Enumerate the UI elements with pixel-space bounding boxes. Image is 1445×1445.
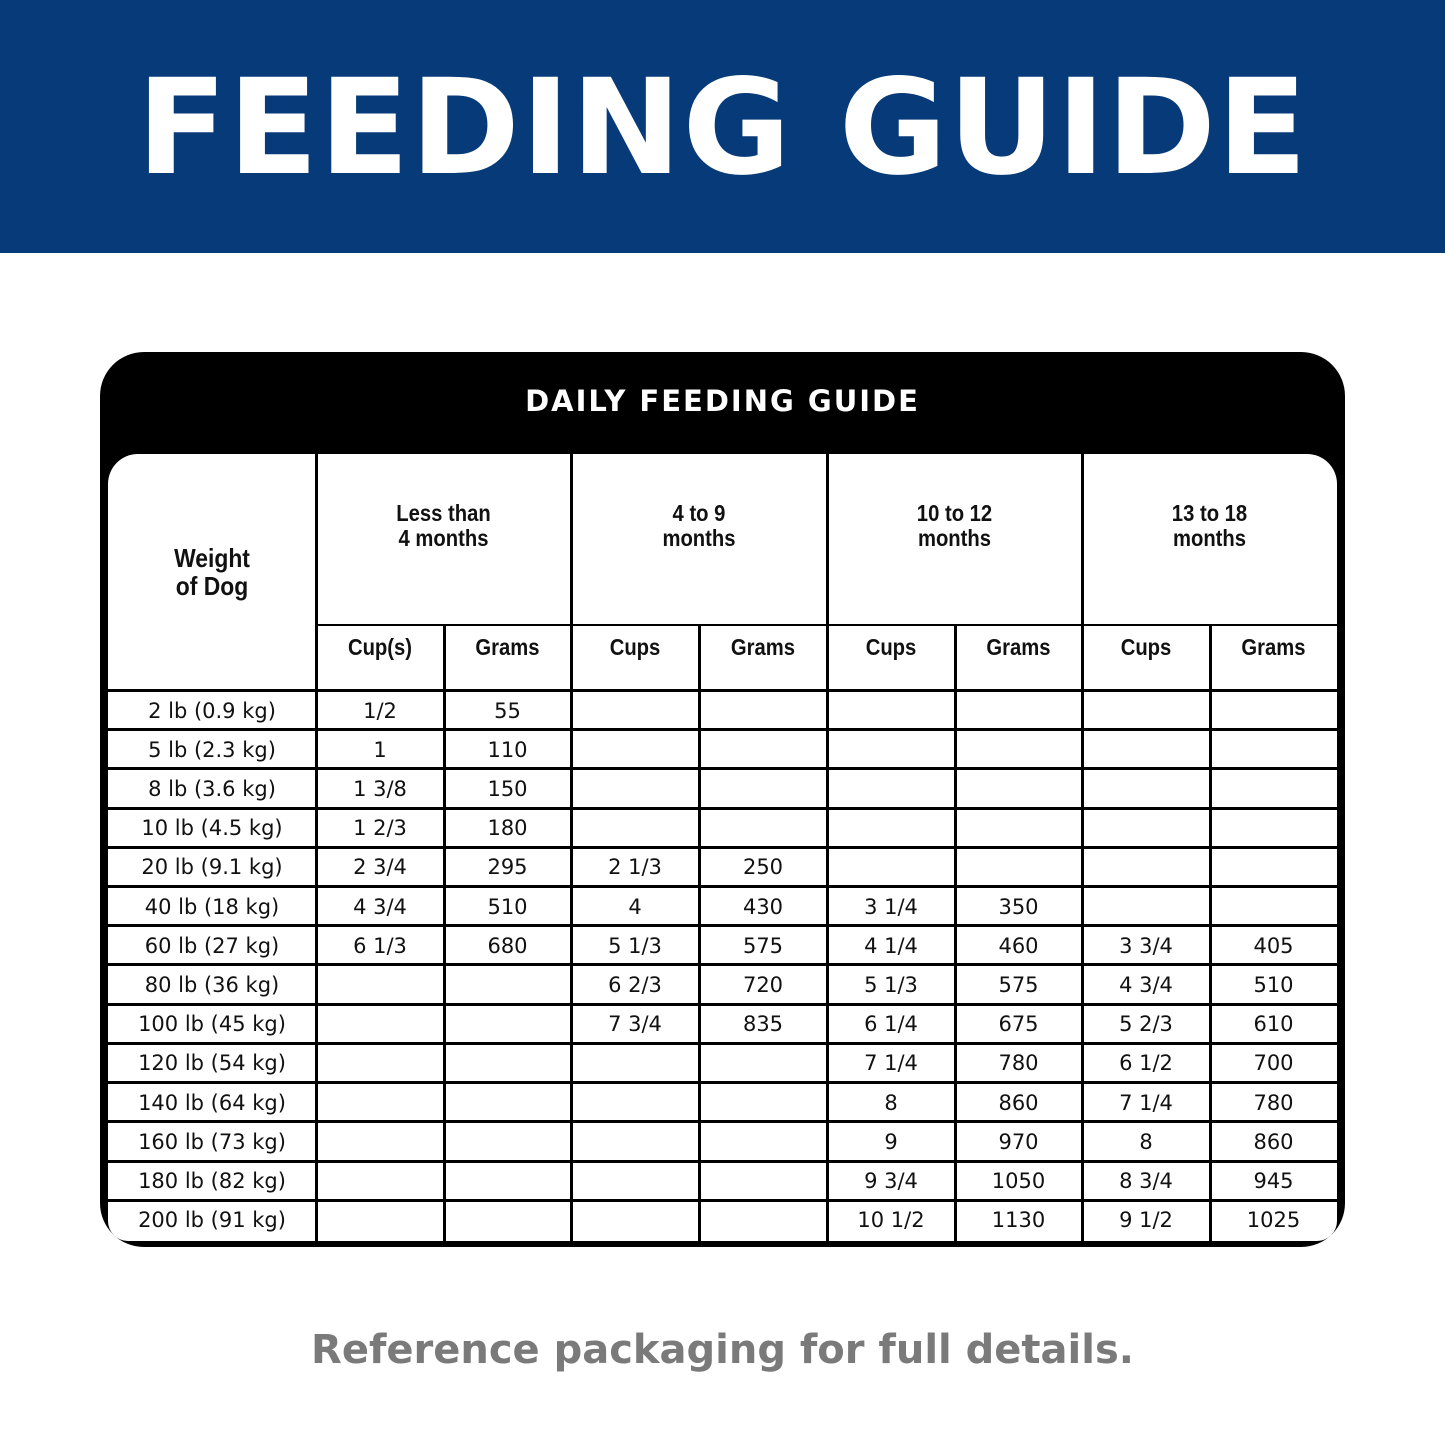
weight-cell: 20 lb (9.1 kg) [141, 855, 283, 880]
table-title: DAILY FEEDING GUIDE [525, 384, 920, 418]
table-cell: 350 [998, 894, 1039, 919]
table-cell: 1050 [991, 1169, 1046, 1194]
age-group-header: 4 to 9 months [662, 499, 736, 551]
table-cell [1082, 769, 1210, 808]
grid-line [108, 1160, 1337, 1163]
table-cell [699, 769, 827, 808]
table-cell [571, 691, 699, 730]
table-cell: 835 [742, 1012, 784, 1037]
table-cell: 2 3/4 [353, 855, 407, 880]
unit-column-header: Grams [1241, 634, 1306, 660]
table-cell: 860 [998, 1090, 1039, 1115]
grid-line [826, 454, 829, 1241]
table-cell: 970 [998, 1129, 1039, 1154]
weight-cell: 10 lb (4.5 kg) [141, 816, 283, 841]
table-cell: 4 3/4 [353, 894, 407, 919]
weight-cell: 200 lb (91 kg) [138, 1208, 286, 1233]
table-cell: 460 [998, 933, 1039, 958]
table-cell: 575 [742, 933, 784, 958]
grid-line [108, 689, 1337, 692]
unit-column-header: Grams [730, 634, 796, 660]
table-cell: 3 1/4 [864, 894, 918, 919]
weight-cell: 60 lb (27 kg) [144, 933, 280, 958]
table-cell [444, 1044, 571, 1083]
table-cell: 1/2 [363, 698, 397, 723]
table-cell [444, 1005, 571, 1044]
table-cell [827, 809, 955, 848]
grid-line [108, 885, 1337, 888]
table-cell: 430 [742, 894, 784, 919]
table-cell: 675 [998, 1012, 1039, 1037]
table-cell [1210, 769, 1337, 808]
table-cell: 110 [487, 737, 528, 762]
page-title: FEEDING GUIDE [136, 50, 1309, 205]
table-cell: 3 3/4 [1119, 933, 1173, 958]
weight-cell: 80 lb (36 kg) [144, 973, 280, 998]
table-cell [571, 809, 699, 848]
grid-line [570, 454, 573, 1241]
table-cell [316, 1122, 444, 1161]
table-cell [955, 769, 1082, 808]
table-cell [1210, 691, 1337, 730]
table-cell: 2 1/3 [608, 855, 662, 880]
grid-line [108, 807, 1337, 810]
weight-cell: 140 lb (64 kg) [138, 1090, 286, 1115]
table-cell [316, 965, 444, 1004]
table-cell [571, 769, 699, 808]
grid-line [108, 1081, 1337, 1084]
table-cell [444, 1162, 571, 1201]
table-cell [1210, 809, 1337, 848]
table-cell [444, 1122, 571, 1161]
table-cell: 575 [998, 973, 1039, 998]
unit-column-header: Cup(s) [347, 634, 413, 660]
table-cell [316, 1005, 444, 1044]
unit-column-header: Cups [1120, 634, 1172, 660]
table-cell: 8 3/4 [1119, 1169, 1173, 1194]
table-cell: 510 [1253, 973, 1294, 998]
table-cell [699, 1201, 827, 1240]
table-cell: 250 [742, 855, 784, 880]
table-cell: 1 2/3 [353, 816, 407, 841]
table-cell: 5 1/3 [864, 973, 918, 998]
grid-line [108, 728, 1337, 731]
table-cell [699, 1122, 827, 1161]
grid-line [108, 1003, 1337, 1006]
table-cell [1082, 730, 1210, 769]
table-cell [444, 965, 571, 1004]
table-cell [699, 691, 827, 730]
table-cell [444, 1201, 571, 1240]
table-cell [571, 1162, 699, 1201]
table-cell [316, 1201, 444, 1240]
table-cell [571, 1044, 699, 1083]
table-cell: 405 [1253, 933, 1294, 958]
table-cell [571, 1201, 699, 1240]
grid-line [108, 924, 1337, 927]
table-cell [699, 809, 827, 848]
table-cell [955, 730, 1082, 769]
unit-column-header: Cups [865, 634, 917, 660]
grid-line [443, 625, 446, 1241]
table-cell [1082, 691, 1210, 730]
table-cell: 295 [487, 855, 528, 880]
age-group-header: 13 to 18 months [1171, 499, 1248, 551]
table-cell [827, 730, 955, 769]
table-cell [571, 1083, 699, 1122]
table-cell: 5 2/3 [1119, 1012, 1173, 1037]
footer-note: Reference packaging for full details. [311, 1327, 1134, 1373]
grid-line [108, 1120, 1337, 1123]
table-cell: 6 1/3 [353, 933, 407, 958]
table-cell: 9 1/2 [1119, 1208, 1173, 1233]
table-cell [316, 1162, 444, 1201]
table-cell [1082, 848, 1210, 887]
table-cell [1210, 887, 1337, 926]
table-cell [1082, 809, 1210, 848]
table-cell [699, 1044, 827, 1083]
table-cell: 4 [628, 894, 642, 919]
weight-cell: 40 lb (18 kg) [144, 894, 280, 919]
age-group-header: Less than 4 months [396, 499, 491, 551]
table-cell: 780 [998, 1051, 1039, 1076]
table-cell [955, 691, 1082, 730]
table-cell: 9 3/4 [864, 1169, 918, 1194]
table-cell [699, 730, 827, 769]
table-cell: 180 [487, 816, 528, 841]
table-cell [316, 1083, 444, 1122]
unit-column-header: Grams [986, 634, 1051, 660]
table-cell: 4 1/4 [864, 933, 918, 958]
age-group-header: 10 to 12 months [916, 499, 993, 551]
table-cell: 7 3/4 [608, 1012, 662, 1037]
grid-line [108, 1199, 1337, 1202]
table-cell: 1025 [1246, 1208, 1301, 1233]
table-cell: 945 [1253, 1169, 1294, 1194]
weight-cell: 160 lb (73 kg) [138, 1129, 286, 1154]
table-cell: 1 3/8 [353, 777, 407, 801]
table-cell: 5 1/3 [608, 933, 662, 958]
weight-cell: 120 lb (54 kg) [138, 1051, 286, 1076]
weight-cell: 5 lb (2.3 kg) [148, 737, 276, 762]
table-cell: 6 2/3 [608, 973, 662, 998]
table-cell [571, 730, 699, 769]
table-cell: 4 3/4 [1119, 973, 1173, 998]
grid-line [1081, 454, 1084, 1241]
table-cell: 780 [1253, 1090, 1294, 1115]
unit-column-header: Grams [475, 634, 540, 660]
table-cell [316, 1044, 444, 1083]
header-banner [0, 0, 1445, 253]
grid-line [954, 625, 957, 1241]
weight-cell: 180 lb (82 kg) [138, 1169, 286, 1194]
table-cell: 680 [487, 933, 528, 958]
table-cell [1210, 730, 1337, 769]
table-cell: 720 [742, 973, 784, 998]
weight-cell: 8 lb (3.6 kg) [148, 777, 276, 801]
table-cell [444, 1083, 571, 1122]
table-cell [827, 848, 955, 887]
table-cell: 10 1/2 [857, 1208, 925, 1233]
unit-column-header: Cups [609, 634, 661, 660]
table-cell [955, 848, 1082, 887]
table-cell: 55 [494, 698, 521, 723]
table-cell: 860 [1253, 1129, 1294, 1154]
weight-cell: 2 lb (0.9 kg) [148, 698, 276, 723]
table-cell: 610 [1253, 1012, 1294, 1037]
grid-line [315, 454, 318, 1241]
table-cell: 700 [1253, 1051, 1294, 1076]
table-cell: 1 [373, 737, 387, 762]
table-cell [699, 1162, 827, 1201]
grid-line [698, 625, 701, 1241]
grid-line [108, 767, 1337, 770]
table-cell: 6 1/2 [1119, 1051, 1173, 1076]
table-cell: 150 [487, 777, 528, 801]
weight-cell: 100 lb (45 kg) [138, 1012, 286, 1037]
table-cell: 1130 [991, 1208, 1046, 1233]
table-cell: 7 1/4 [864, 1051, 918, 1076]
table-cell: 8 [884, 1090, 898, 1115]
table-cell [827, 691, 955, 730]
table-cell [571, 1122, 699, 1161]
table-cell: 6 1/4 [864, 1012, 918, 1037]
table-cell [827, 769, 955, 808]
grid-line [108, 963, 1337, 966]
grid-line [1209, 625, 1212, 1241]
table-cell [1210, 848, 1337, 887]
table-cell [699, 1083, 827, 1122]
table-cell [955, 809, 1082, 848]
table-cell: 8 [1139, 1129, 1153, 1154]
grid-line [108, 846, 1337, 849]
table-cell [1082, 887, 1210, 926]
table-cell: 9 [884, 1129, 898, 1154]
table-cell: 7 1/4 [1119, 1090, 1173, 1115]
grid-line [108, 1042, 1337, 1045]
weight-column-header: Weight of Dog [174, 543, 250, 601]
table-cell: 510 [487, 894, 528, 919]
